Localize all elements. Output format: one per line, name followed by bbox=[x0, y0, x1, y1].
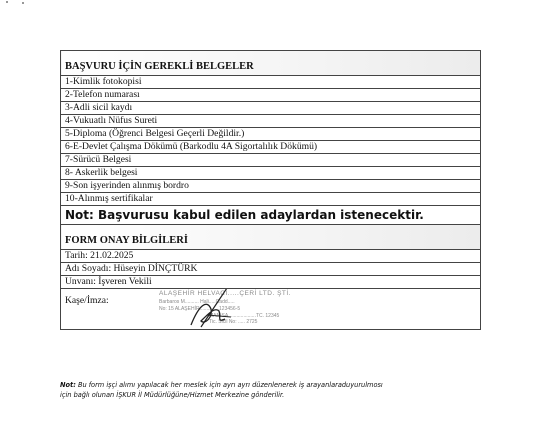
stamp-signature-cell bbox=[61, 289, 481, 330]
doc-item: 5-Diploma (Öğrenci Belgesi Geçerli Değildir.) bbox=[61, 128, 481, 141]
approval-date: Tarih: 21.02.2025 bbox=[61, 250, 481, 263]
footnote bbox=[60, 380, 530, 400]
doc-item: 8- Askerlik belgesi bbox=[61, 167, 481, 180]
doc-item: 9-Son işyerinden alınmış bordro bbox=[61, 180, 481, 193]
stamp-line: No: 15 ALAŞEHİR..............123456-5 bbox=[159, 306, 241, 312]
stamp-label: Kaşe/İmza: bbox=[65, 295, 109, 306]
doc-item: 3-Adli sicil kaydı bbox=[61, 102, 481, 115]
approval-name: Adı Soyadı: Hüseyin DİNÇTÜRK bbox=[61, 263, 481, 276]
footnote-line2: için bağlı olunan İŞKUR İl Müdürlüğüne/Hizmet Merkezine gönderilir. bbox=[60, 391, 285, 399]
doc-item: 10-Alınmış sertifikalar bbox=[61, 193, 481, 206]
footnote-prefix: Not: bbox=[60, 381, 76, 389]
required-documents-heading: BAŞVURU İÇİN GEREKLİ BELGELER bbox=[61, 51, 481, 76]
doc-item: 2-Telefon numarası bbox=[61, 89, 481, 102]
doc-item: 1-Kimlik fotokopisi bbox=[61, 76, 481, 89]
doc-item: 7-Sürücü Belgesi bbox=[61, 154, 481, 167]
document-table bbox=[60, 50, 481, 330]
doc-item: 4-Vukuatlı Nüfus Sureti bbox=[61, 115, 481, 128]
footnote-line1: Bu form işçi alımı yapılacak her meslek için ayrı ayrı düzenlenerek iş arayanlaraduyurulmosı bbox=[75, 381, 383, 389]
stamp-line: Barbaros M.......... Hali.....Cadd..... bbox=[159, 299, 235, 305]
required-documents-note: Not: Başvurusu kabul edilen adaylardan istenecektir. bbox=[61, 206, 481, 225]
stamp-line: Tic. Sicil No: ..... 2725 bbox=[209, 319, 258, 325]
stamp-line: MANİSA....................TC. 12345 bbox=[209, 313, 280, 319]
doc-item: 6-E-Devlet Çalışma Dökümü (Barkodlu 4A Sigortalılık Dökümü) bbox=[61, 141, 481, 154]
approval-title: Unvanı: İşveren Vekili bbox=[61, 276, 481, 289]
form-approval-heading: FORM ONAY BİLGİLERİ bbox=[61, 225, 481, 250]
stamp-line: ALAŞEHİR HELVACI.....ÇERİ LTD. ŞTİ. bbox=[159, 290, 291, 297]
scan-artifact-dots bbox=[0, 0, 30, 6]
handwritten-signature bbox=[171, 289, 261, 330]
